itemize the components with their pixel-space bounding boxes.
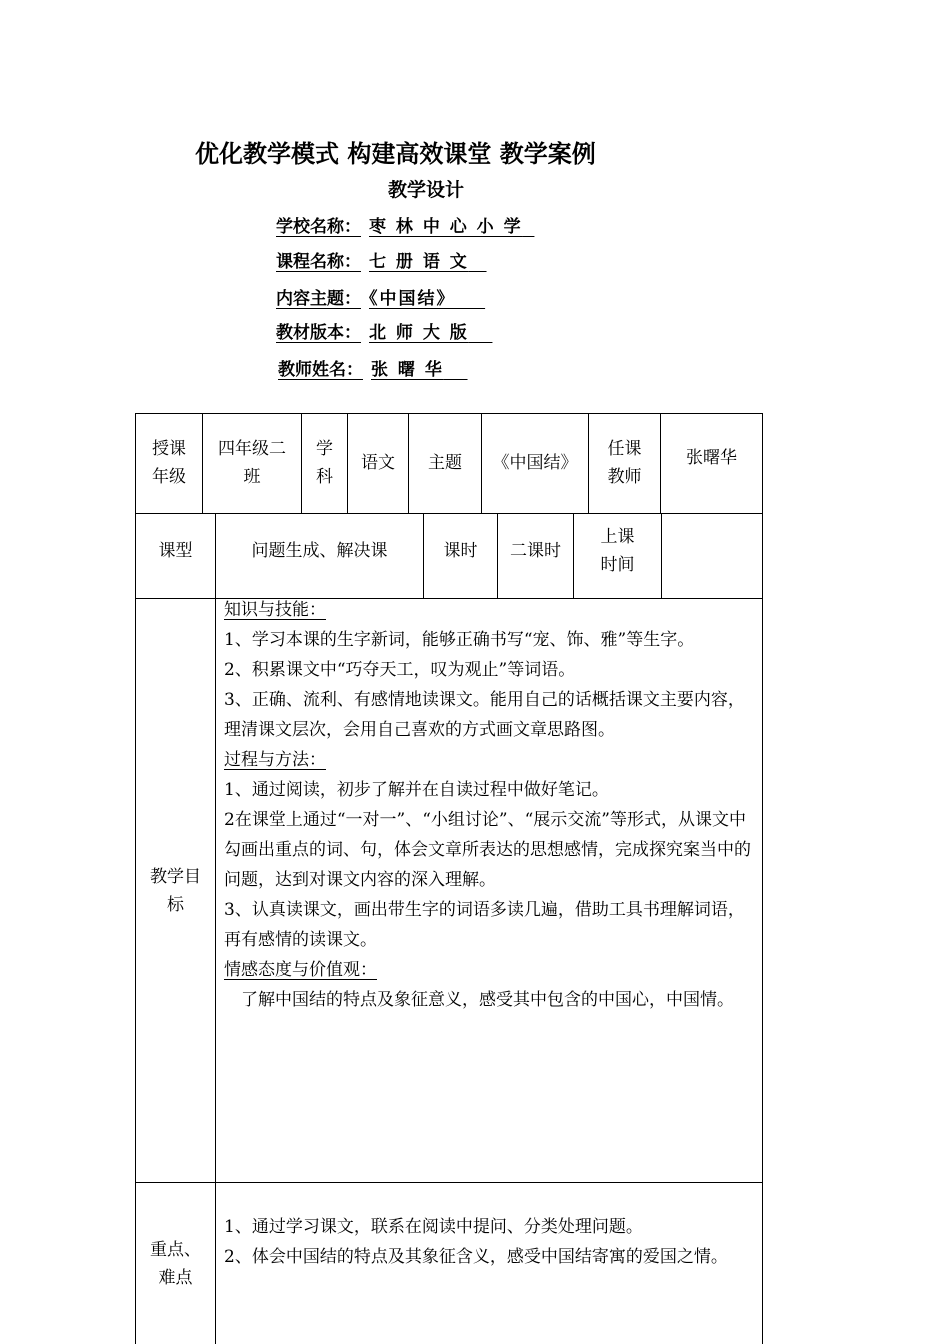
goals-item: 2在课堂上通过“一对一”、“小组讨论”、“展示交流”等形式，从课文中勾画出重点的词、句，体会文章所表达的思想感情，完成探究案当中的问题，达到对课文内容的深入理解。: [224, 810, 751, 890]
grade-label: 授课年级: [152, 439, 186, 487]
meta-value: 张 曙 华: [371, 360, 444, 380]
keypoints-item: 1、通过学习课文，联系在阅读中提问、分类处理问题。: [224, 1217, 643, 1237]
meta-topic: [276, 284, 485, 309]
meta-value: 《中国结》: [369, 289, 456, 309]
goals-label: 教学目标: [150, 866, 201, 915]
period-value: 二课时: [510, 540, 561, 561]
meta-label: 教师姓名：: [278, 360, 363, 380]
table-divider: [202, 413, 203, 513]
table-divider: [215, 513, 216, 1344]
goals-heading-process: 过程与方法：: [224, 750, 326, 770]
meta-edition: [276, 318, 492, 343]
meta-school: [276, 212, 534, 237]
meta-value: 北 师 大 版: [369, 323, 469, 343]
type-label: 课型: [158, 540, 193, 561]
meta-label: 课程名称：: [276, 252, 361, 272]
goals-item: 2、积累课文中“巧夺天工，叹为观止”等词语。: [224, 660, 576, 680]
theme-value: 《中国结》: [492, 453, 578, 473]
keypoints-label: 重点、难点: [150, 1239, 201, 1288]
time-label: 上课时间: [600, 526, 635, 575]
meta-value: 枣 林 中 心 小 学: [369, 217, 523, 237]
meta-course: [276, 247, 487, 272]
goals-item: 3、认真读课文，画出带生字的词语多读几遍，借助工具书理解词语，再有感情的读课文。: [224, 900, 745, 950]
goals-heading-attitude: 情感态度与价值观：: [224, 960, 377, 980]
keypoints-content: [224, 1212, 758, 1272]
grade-value: 四年级二班: [218, 439, 286, 487]
goals-heading-knowledge: 知识与技能：: [224, 600, 326, 620]
meta-label: 学校名称：: [276, 217, 361, 237]
goals-item: 了解中国结的特点及象征意义，感受其中包含的中国心，中国情。: [241, 990, 734, 1010]
type-value: 问题生成、解决课: [251, 540, 388, 561]
table-divider: [135, 1182, 763, 1183]
goals-content: [224, 595, 758, 1015]
time-value: [662, 513, 762, 598]
meta-value: 七 册 语 文: [369, 252, 469, 272]
goals-item: 1、通过阅读，初步了解并在自读过程中做好笔记。: [224, 780, 609, 800]
period-label: 课时: [443, 540, 478, 561]
teacher-value: 张曙华: [686, 448, 737, 468]
meta-label: 内容主题：: [276, 289, 361, 309]
meta-label: 教材版本：: [276, 323, 361, 343]
meta-teacher: [278, 355, 468, 380]
subject-value: 语文: [361, 453, 395, 473]
document-title: 优化教学模式 构建高效课堂 教学案例: [195, 140, 596, 168]
document-subtitle: 教学设计: [388, 179, 465, 201]
table-border-right: [762, 413, 763, 1344]
keypoints-item: 2、体会中国结的特点及其象征含义，感受中国结寄寓的爱国之情。: [224, 1247, 728, 1267]
subject-label: 学科: [316, 439, 333, 487]
teacher-label: 任课教师: [607, 439, 642, 487]
goals-item: 1、学习本课的生字新词，能够正确书写“宠、饰、雅”等生字。: [224, 630, 695, 650]
goals-item: 3、正确、流利、有感情地读课文。能用自己的话概括课文主要内容，理清课文层次，会用自己喜欢的方式画文章思路图。: [224, 690, 745, 740]
theme-label: 主题: [428, 453, 462, 473]
